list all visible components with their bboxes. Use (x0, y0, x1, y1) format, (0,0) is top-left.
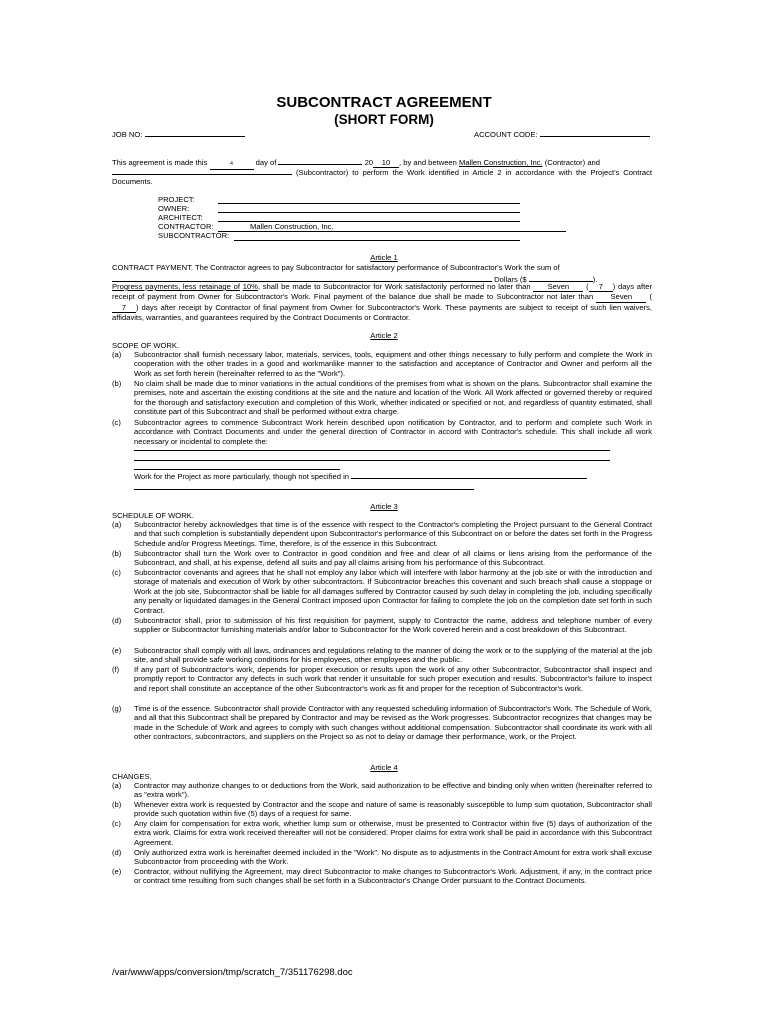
article-4-heading: Article 4 (370, 763, 398, 772)
item-label: (b) (112, 379, 122, 388)
days-word-field[interactable] (533, 282, 583, 292)
dollars-label: Dollars ($ (494, 275, 527, 284)
retainage-value: 10% (242, 282, 258, 291)
account-code-field[interactable] (540, 128, 650, 137)
progress-text-d: days after receipt by Contractor of final payment from Owner for Subcontractor's Work. These payments are subject to receipt of such lien waivers, affidavits, warranties, and guarantees required by the Contract Documents or Contractor. (112, 302, 652, 323)
days2-word: Seven (610, 292, 633, 302)
item-label: (a) (112, 520, 122, 529)
item-label: (b) (112, 549, 122, 558)
article-3-heading: Article 3 (370, 502, 398, 511)
article-2-heading: Article 2 (370, 331, 398, 340)
item-label: (d) (112, 848, 122, 857)
item-label: (d) (112, 616, 122, 625)
scope-line-1[interactable] (134, 450, 610, 451)
days-num: 7 (598, 282, 603, 291)
item-text: Contractor may authorize changes to or deductions from the Work, said authorization to be effective and binding only when written (hereinafter referred to as "extra work"). (134, 781, 652, 800)
article-1-p2: Progress payments, less retainage of 10%, shall be made to Subcontractor for Work satisfactorily performed no later than Seven ( 7 ) days after receipt of payment from Owner for Subcontractor's Work. Final payment of the balance due shall be made to Subcontractor not later than Seven (7 ) days after receipt by Contractor of final payment from Owner for Subcontractor's Work. These payments are subject to receipt of such lien waivers, affidavits, warranties, and guarantees required by the Contract Documents or Contractor. (112, 282, 652, 323)
days2-num: 7 (121, 302, 127, 312)
intro-text-b: day of (255, 158, 277, 167)
intro-text-c: 20 (364, 158, 374, 167)
job-no-field[interactable] (145, 128, 245, 137)
days-word: Seven (547, 282, 570, 291)
work-for-field[interactable] (351, 470, 587, 479)
architect-field[interactable] (218, 221, 520, 222)
item-text: Time is of the essence. Subcontractor shall provide Contractor with any requested scheduling information of Subcontractor's Work. The Schedule of Work, and all that this Subcontract shall be prepared by Contractor and may be revised as the Work progresses. Subcontractor recognizes that changes may be made in the Schedule of Work and agrees to comply with such changes without additional compensation. Subcontractor shall coordinate its work with all other contractors, subcontractors, and suppliers on the Project so as not to delay or damage their performance, work, or the Project. (134, 704, 652, 742)
article-4-section: CHANGES. (112, 772, 152, 781)
document-subtitle: (SHORT FORM) (334, 112, 434, 127)
project-field[interactable] (218, 203, 520, 204)
subcontractor-name-field[interactable] (234, 240, 520, 241)
article-1-heading: Article 1 (370, 253, 398, 262)
month-field[interactable] (278, 156, 362, 165)
file-path-footer: /var/www/apps/conversion/tmp/scratch_7/351176298.doc (112, 967, 353, 978)
amount-words-field[interactable] (112, 273, 492, 282)
item-label: (e) (112, 867, 122, 876)
item-text: No claim shall be made due to minor variations in the actual conditions of the premises from what is shown on the plans. Subcontractor shall examine the premises, note and ascertain the existing conditions at the site and the nature and location of the Work. All Work affected or governed thereby or required for the thorough and satisfactory execution and completion of this Work, whether indicated or specified or not, and regardless of quantity estimated, shall constitute part of this Subcontract and shall be performed without extra charge. (134, 379, 652, 417)
contractor-value: Mallen Construction, Inc. (250, 222, 334, 231)
item-text: Only authorized extra work is hereinafter deemed included in the "Work". No dispute as to adjustments in the Contract Amount for extra work shall excuse Subcontractor from proceeding with the Work. (134, 848, 652, 867)
item-text: Subcontractor shall furnish necessary labor, materials, services, tools, equipment and other things necessary to fully perform and complete the Work in cooperation with the other trades in a good and workmanlike manner to the satisfaction and acceptance of Contractor and Owner and perform all the Work as set forth herein (hereinafter referred to as the "Work"). (134, 350, 652, 378)
amount-number-field[interactable] (529, 273, 593, 282)
architect-label: ARCHITECT: (158, 213, 203, 222)
day-value: 4 (230, 161, 233, 167)
job-no-row (112, 128, 245, 139)
subcontractor-label: SUBCONTRACTOR: (158, 231, 230, 240)
item-label: (g) (112, 704, 122, 713)
account-code-label: ACCOUNT CODE: (474, 130, 538, 139)
days2-num-field[interactable] (112, 303, 136, 313)
intro-line-2 (112, 166, 652, 187)
intro-text-a: This agreement is made this (112, 158, 208, 167)
work-for-row (134, 470, 587, 481)
item-text: If any part of Subcontractor's work, depends for proper execution or results upon the work of any other Subcontractor, Subcontractor shall inspect and promptly report to Contractor any defects in such work that render it unsuitable for such proper execution and results. Subcontractor's failure to inspect and report shall constitute an acceptance of the other Subcontractor's work as fit and proper for the reception of Subcontractor's work. (134, 665, 652, 693)
job-no-label: JOB NO: (112, 130, 143, 139)
item-label: (c) (112, 568, 121, 577)
item-text: Subcontractor agrees to commence Subcontract Work herein described upon notification by Contractor, and to perform and complete such Work in accordance with Contract Documents and under the general direction of Contractor in accord with Contractor's schedule. This shall include all work necessary or incidental to complete the: (134, 418, 652, 446)
item-text: Subcontractor hereby acknowledges that time is of the essence with respect to the Contractor's completing the Project pursuant to the General Contract and that such completion is substantially dependent upon Subcontractor's performance of this Subcontract on or before the dates set forth in the Progress Schedule and/or Progress Meetings. Time, therefore, is of the essence in this Subcontract. (134, 520, 652, 548)
project-label: PROJECT: (158, 195, 195, 204)
owner-label: OWNER: (158, 204, 190, 213)
item-label: (c) (112, 819, 121, 828)
contractor-name: Mallen Construction, Inc. (459, 158, 543, 167)
intro-text-f: (Subcontractor) to perform the Work identified in Article 2 in accordance with the Project's Contract Documents. (112, 168, 652, 187)
item-text: Subcontractor shall turn the Work over to Contractor in good condition and free and clear of all claims or liens arising from the performance of the Subcontract, and shall, at his expense, defend all suits and pay all claims arising from his performance of this Subcontract. (134, 549, 652, 568)
item-label: (a) (112, 781, 122, 790)
article-2-section: SCOPE OF WORK. (112, 341, 180, 350)
item-text: Any claim for compensation for extra work, whether lump sum or otherwise, must be presented to Contractor within five (5) days of authorization of the extra work. Claims for extra work received thereafter will not be considered. Proper claims for extra work shall be paid in accordance with this Subcontract Agreement. (134, 819, 652, 847)
days2-word-field[interactable] (596, 292, 646, 302)
item-text: Subcontractor shall comply with all laws, ordinances and regulations relating to the manner of doing the work or to the supplying of the material at the job site, and shall provide safe working conditions for his employees, other employees and the public. (134, 646, 652, 665)
progress-text-b: , shall be made to Subcontractor for Work satisfactorily performed no later than (257, 282, 531, 291)
item-label: (b) (112, 800, 122, 809)
days-num-field[interactable] (589, 282, 613, 292)
contractor-field[interactable] (218, 231, 566, 232)
progress-text-a: Progress payments, less retainage of (112, 282, 240, 291)
contractor-label: CONTRACTOR: (158, 222, 214, 231)
item-label: (a) (112, 350, 122, 359)
item-text: Contractor, without nullifying the Agreement, may direct Subcontractor to make changes to Subcontractor's Work. Adjustment, if any, in the contract price or contract time resulting from such changes shall be set forth in a Subcontractor's Change Order pursuant to the Contract Documents. (134, 867, 652, 886)
scope-line-2[interactable] (134, 460, 610, 461)
dollars-close: ). (592, 275, 598, 284)
subcontractor-field[interactable] (112, 166, 292, 175)
account-code-row (474, 128, 650, 139)
intro-text-e: (Contractor) and (544, 158, 600, 167)
work-for-text: Work for the Project as more particularly, though not specified in (134, 472, 349, 481)
year-value: 10 (381, 158, 391, 167)
item-text: Whenever extra work is requested by Contractor and the scope and nature of same is reasonably susceptible to lump sum quotation, Subcontractor shall provide such quotation within five (5) days of a request for same. (134, 800, 652, 819)
item-label: (f) (112, 665, 120, 674)
scope-line-4[interactable] (134, 489, 474, 490)
item-text: Subcontractor shall, prior to submission of his first requisition for payment, supply to Contractor the name, address and telephone number of every supplier or Subcontractor furnishing materials and/or labor to Subcontractor for the Work covered herein and a cost breakdown of this Subcontract. (134, 616, 652, 635)
document-title: SUBCONTRACT AGREEMENT (276, 94, 492, 111)
item-text: Subcontractor covenants and agrees that he shall not employ any labor which will interfere with labor harmony at the job site or with the introduction and storage of materials and execution of Work by other subcontractors. If Subcontractor breaches this covenant and such breach shall cause a stoppage or Work at the job site, Subcontractor shall be liable for all damages suffered by Contractor caused by such delay in completing the job, including specifically any penalty or liquidated damages in the General Contract imposed upon Contractor for failing to complete the job on the completion date set forth in such Contract. (134, 568, 652, 615)
progress-text-c: days after receipt of payment from Owner for Subcontractor's Work. Final payment of the balance due shall be made to Subcontractor not later than (112, 282, 652, 302)
article-1-p1: CONTRACT PAYMENT. The Contractor agrees to pay Subcontractor for satisfactory performance of Subcontractor's Work the sum of (112, 263, 560, 272)
article-3-section: SCHEDULE OF WORK. (112, 511, 194, 520)
intro-text-d: , by and between (399, 158, 457, 167)
owner-field[interactable] (218, 212, 520, 213)
item-label: (c) (112, 418, 121, 427)
item-label: (e) (112, 646, 122, 655)
